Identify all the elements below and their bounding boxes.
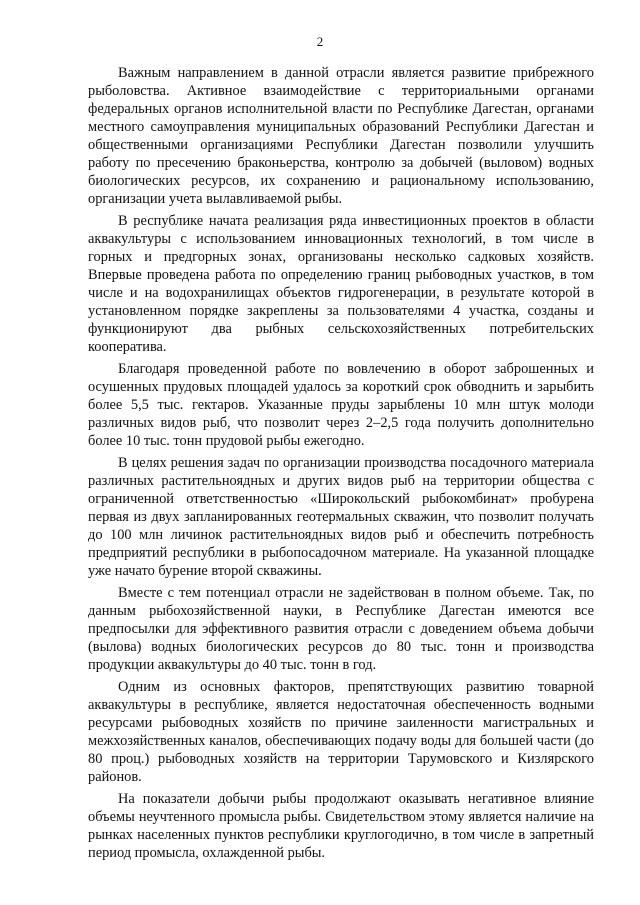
page-number: 2 — [316, 34, 324, 49]
paragraph-industry-potential: Вместе с тем потенциал отрасли не задействован в полном объеме. Так, по данным рыбохозяйственной науки, в Республике Дагестан имеются все предпосылки для эффективного развития отрасли с доведением объема добычи (вылова) водных биологических ресурсов до 80 тыс. тонн и производства продукции аквакультуры до 40 тыс. тонн в год. — [88, 585, 594, 673]
paragraph-water-resources: Одним из основных факторов, препятствующих развитию товарной аквакультуры в республике, является недостаточная обеспеченность водными ресурсами рыбоводных хозяйств по причине заиленности магистральных и межхозяйственных каналов, обеспечивающих подачу воды для большей части (до 80 проц.) рыбоводных хозяйств на территории Тарумовского и Кизлярского районов. — [88, 679, 594, 785]
paragraph-geothermal-wells: В целях решения задач по организации производства посадочного материала различных растительноядных и других видов рыб на территории общества с ограниченной ответственностью «Широкольский рыбокомбинат» пробурена первая из двух запланированных геотермальных скважин, что позволит получать до 100 млн личинок растительноядных видов рыб и обеспечить потребность предприятий республики в рыбопосадочном материале. На указанной площадке уже начато бурение второй скважины. — [88, 455, 594, 579]
document-body — [88, 64, 594, 866]
paragraph-aquaculture-projects: В республике начата реализация ряда инвестиционных проектов в области аквакультуры с использованием инновационных технологий, в том числе в горных и предгорных зонах, организованы несколько садковых хозяйств. Впервые проведена работа по определению границ рыбоводных участков, в том числе и на водохранилищах объектов гидрогенерации, в результате которой в установленном порядке закреплены за пользователями 4 участка, созданы и функционируют два рыбных сельскохозяйственных потребительских кооператива. — [88, 213, 594, 355]
paragraph-unrecorded-fishing: На показатели добычи рыбы продолжают оказывать негативное влияние объемы неучтенного промысла рыбы. Свидетельством этому является наличие на рынках населенных пунктов республики круглогодично, в том числе в запретный период промысла, охлажденной рыбы. — [88, 791, 594, 861]
paragraph-pond-areas: Благодаря проведенной работе по вовлечению в оборот заброшенных и осушенных прудовых площадей удалось за короткий срок обводнить и зарыбить более 5,5 тыс. гектаров. Указанные пруды зарыблены 10 млн штук молоди различных видов рыб, что позволит через 2–2,5 года получить дополнительно более 10 тыс. тонн прудовой рыбы ежегодно. — [88, 361, 594, 449]
paragraph-coastal-fishing: Важным направлением в данной отрасли является развитие прибрежного рыболовства. Активное взаимодействие с территориальными органами федеральных органов исполнительной власти по Республике Дагестан, органами местного самоуправления муниципальных образований Республики Дагестан и общественными организациями Республики Дагестан позволили улучшить работу по пресечению браконьерства, контролю за добычей (выловом) водных биологических ресурсов, их сохранению и рациональному использованию, организации учета вылавливаемой рыбы. — [88, 65, 594, 207]
